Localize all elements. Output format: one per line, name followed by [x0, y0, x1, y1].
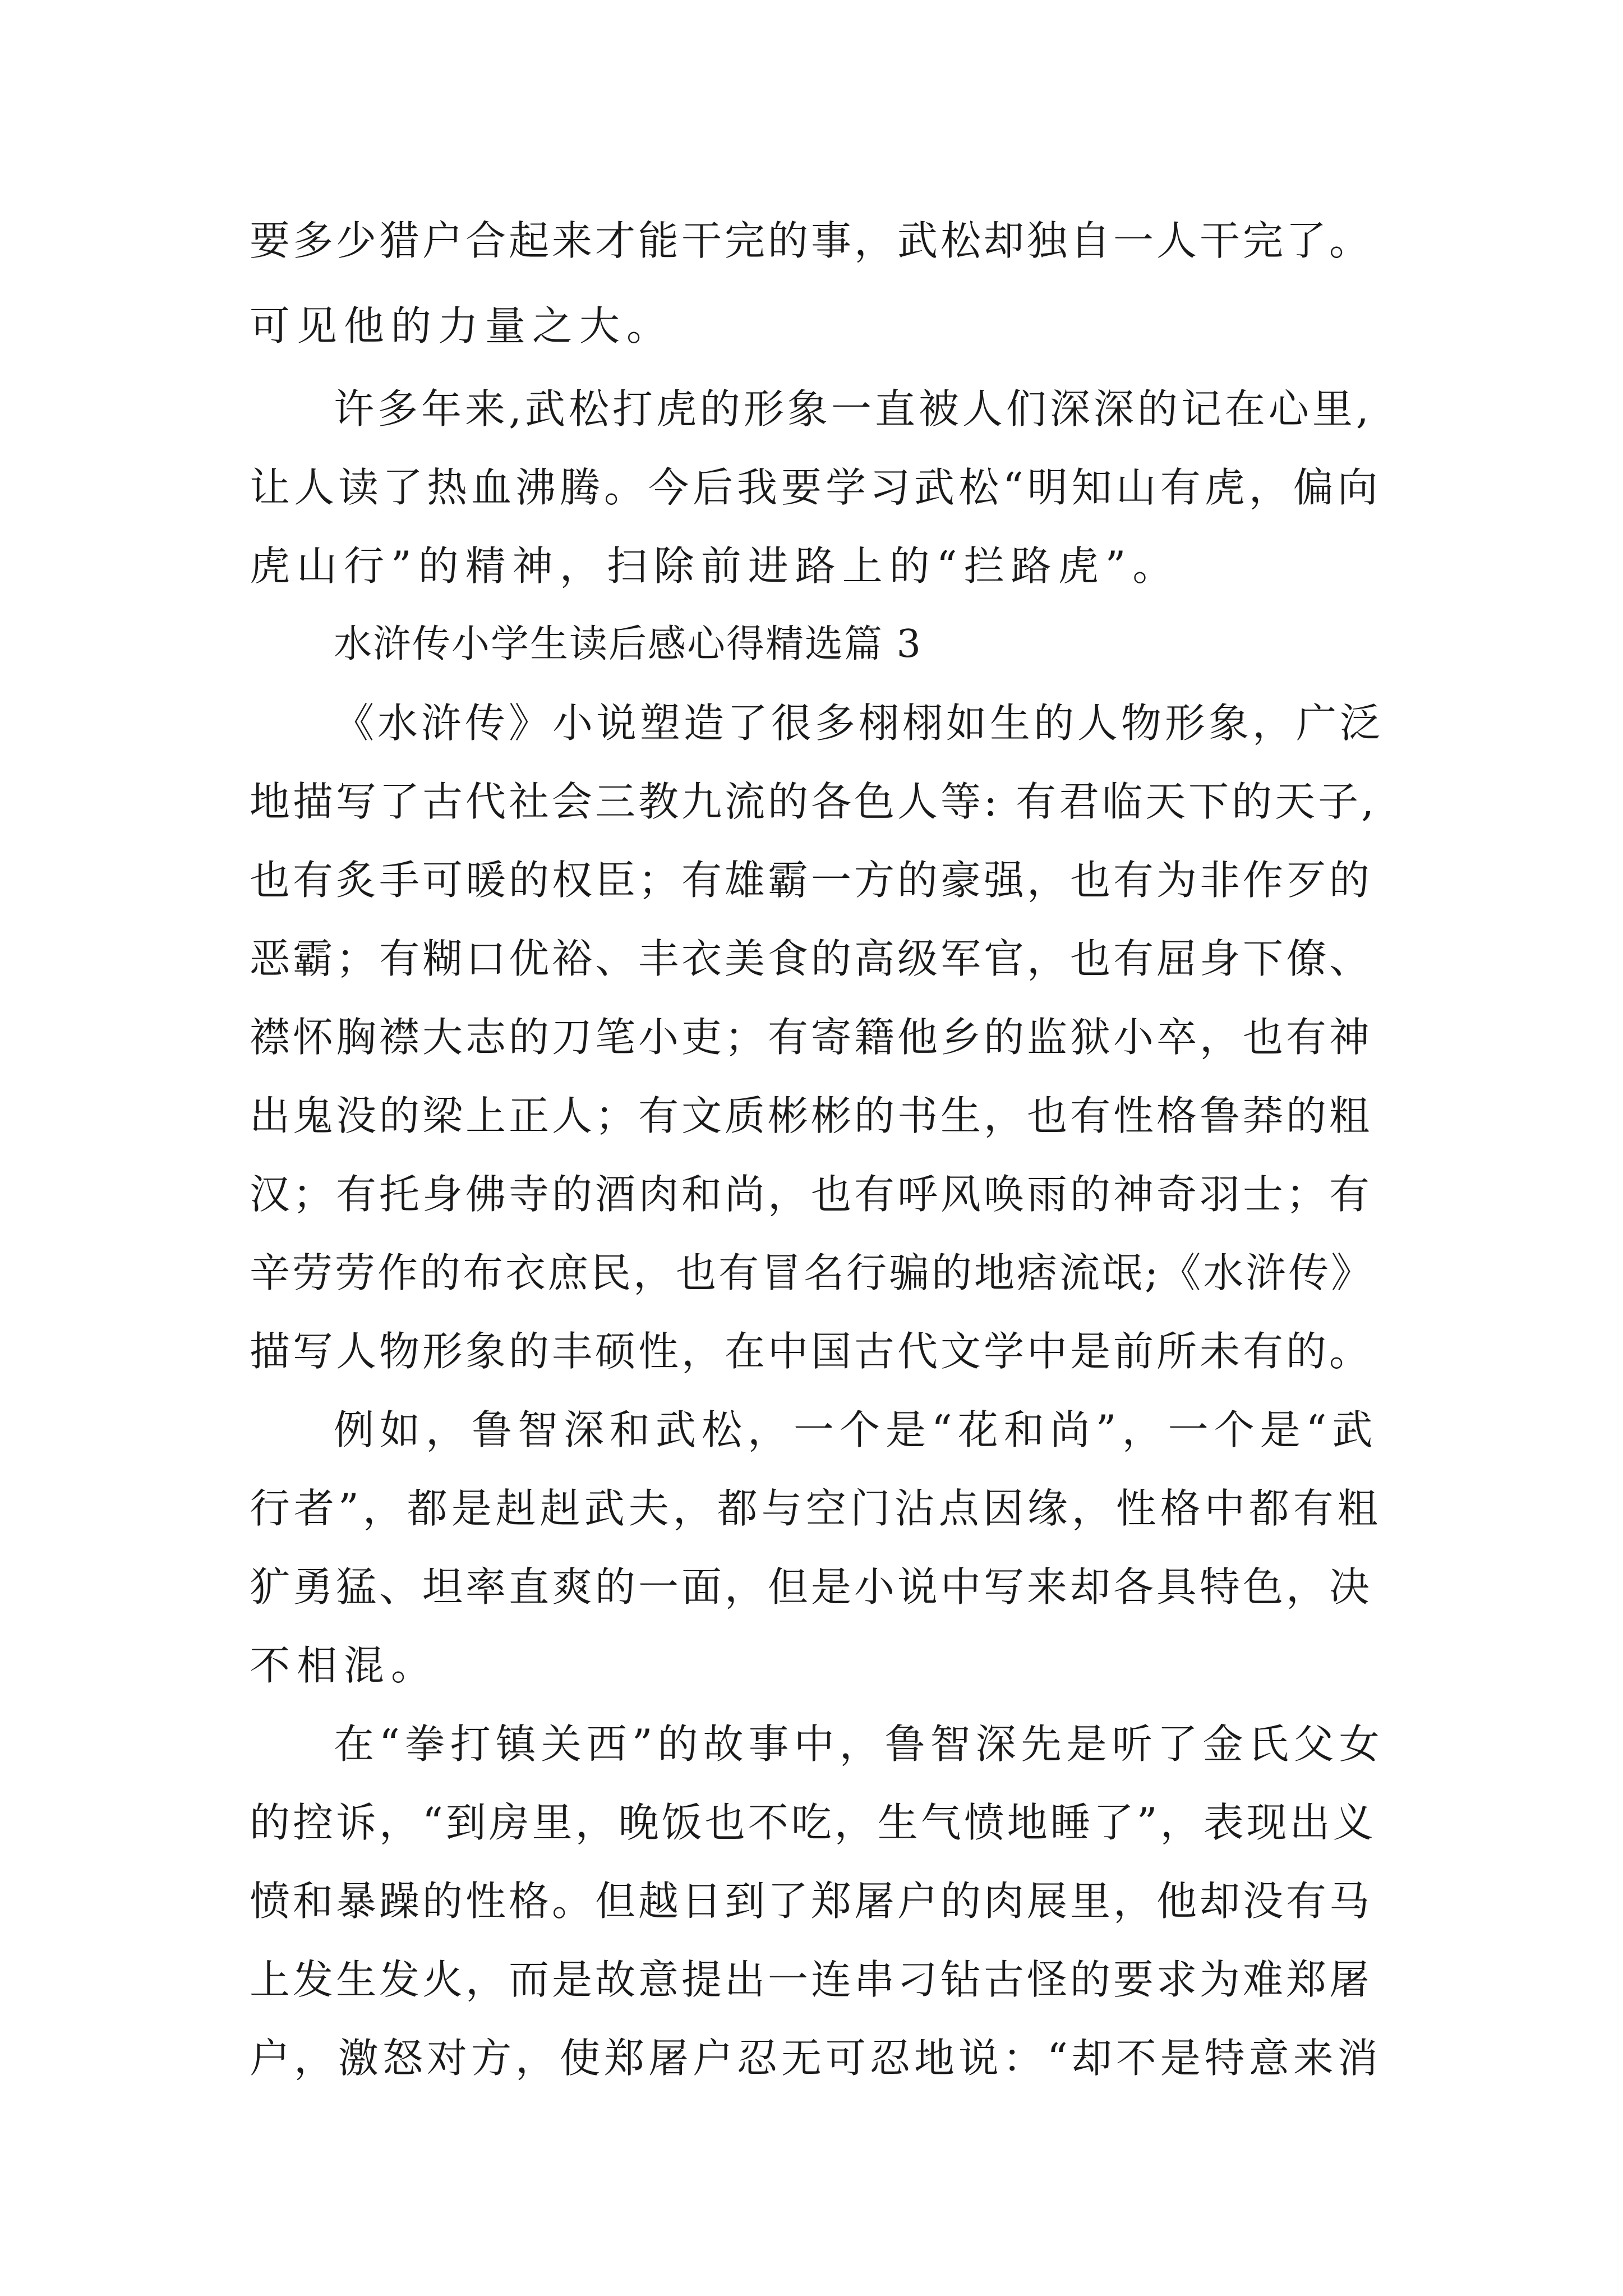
text-line: 上发生发火，而是故意提出一连串刁钻古怪的要求为难郑屠: [250, 1956, 1373, 2003]
text-line: 襟怀胸襟大志的刀笔小吏；有寄籍他乡的监狱小卒，也有神: [250, 1014, 1373, 1061]
section-heading: 水浒传小学生读后感心得精选篇 3: [334, 622, 922, 666]
text-line: 让人读了热血沸腾。今后我要学习武松“明知山有虎，偏向: [250, 464, 1382, 511]
text-line: 行者”，都是赳赳武夫，都与空门沾点因缘，性格中都有粗: [250, 1485, 1382, 1532]
text-line: 辛劳劳作的布衣庶民，也有冒名行骗的地痞流氓;《水浒传》: [250, 1249, 1374, 1296]
text-line: 可见他的力量之大。: [250, 302, 674, 349]
text-line: 不相混。: [250, 1642, 439, 1689]
text-line: 的控诉，“到房里，晚饭也不吃，生气愤地睡了”，表现出义: [250, 1799, 1376, 1846]
text-line: 例如，鲁智深和武松，一个是“花和尚”，一个是“武: [334, 1406, 1378, 1453]
text-line: 虎山行”的精神，扫除前进路上的“拦路虎”。: [250, 542, 1180, 590]
text-line: 要多少猎户合起来才能干完的事，武松却独自一人干完了。: [250, 217, 1373, 264]
text-line: 在“拳打镇关西”的故事中，鲁智深先是听了金氏父女: [334, 1720, 1385, 1768]
text-line: 恶霸；有糊口优裕、丰衣美食的高级军官，也有屈身下僚、: [250, 935, 1373, 982]
text-line: 户，激怒对方，使郑屠户忍无可忍地说：“却不是特意来消: [250, 2035, 1382, 2082]
text-line: 犷勇猛、坦率直爽的一面，但是小说中写来却各具特色，决: [250, 1563, 1373, 1611]
text-line: 描写人物形象的丰硕性，在中国古代文学中是前所未有的。: [250, 1328, 1373, 1375]
text-line: 汉；有托身佛寺的酒肉和尚，也有呼风唤雨的神奇羽士；有: [250, 1171, 1373, 1218]
text-line: 《水浒传》小说塑造了很多栩栩如生的人物形象，广泛: [334, 700, 1384, 747]
text-line: 出鬼没的梁上正人；有文质彬彬的书生，也有性格鲁莽的粗: [250, 1092, 1373, 1139]
text-line: 地描写了古代社会三教九流的各色人等: 有君临天下的天子,: [250, 778, 1377, 825]
text-line: 也有炙手可暖的权臣；有雄霸一方的豪强，也有为非作歹的: [250, 857, 1373, 904]
text-line: 许多年来,武松打虎的形象一直被人们深深的记在心里,: [334, 385, 1372, 432]
text-line: 愤和暴躁的性格。但越日到了郑屠户的肉展里，他却没有马: [250, 1878, 1373, 1925]
